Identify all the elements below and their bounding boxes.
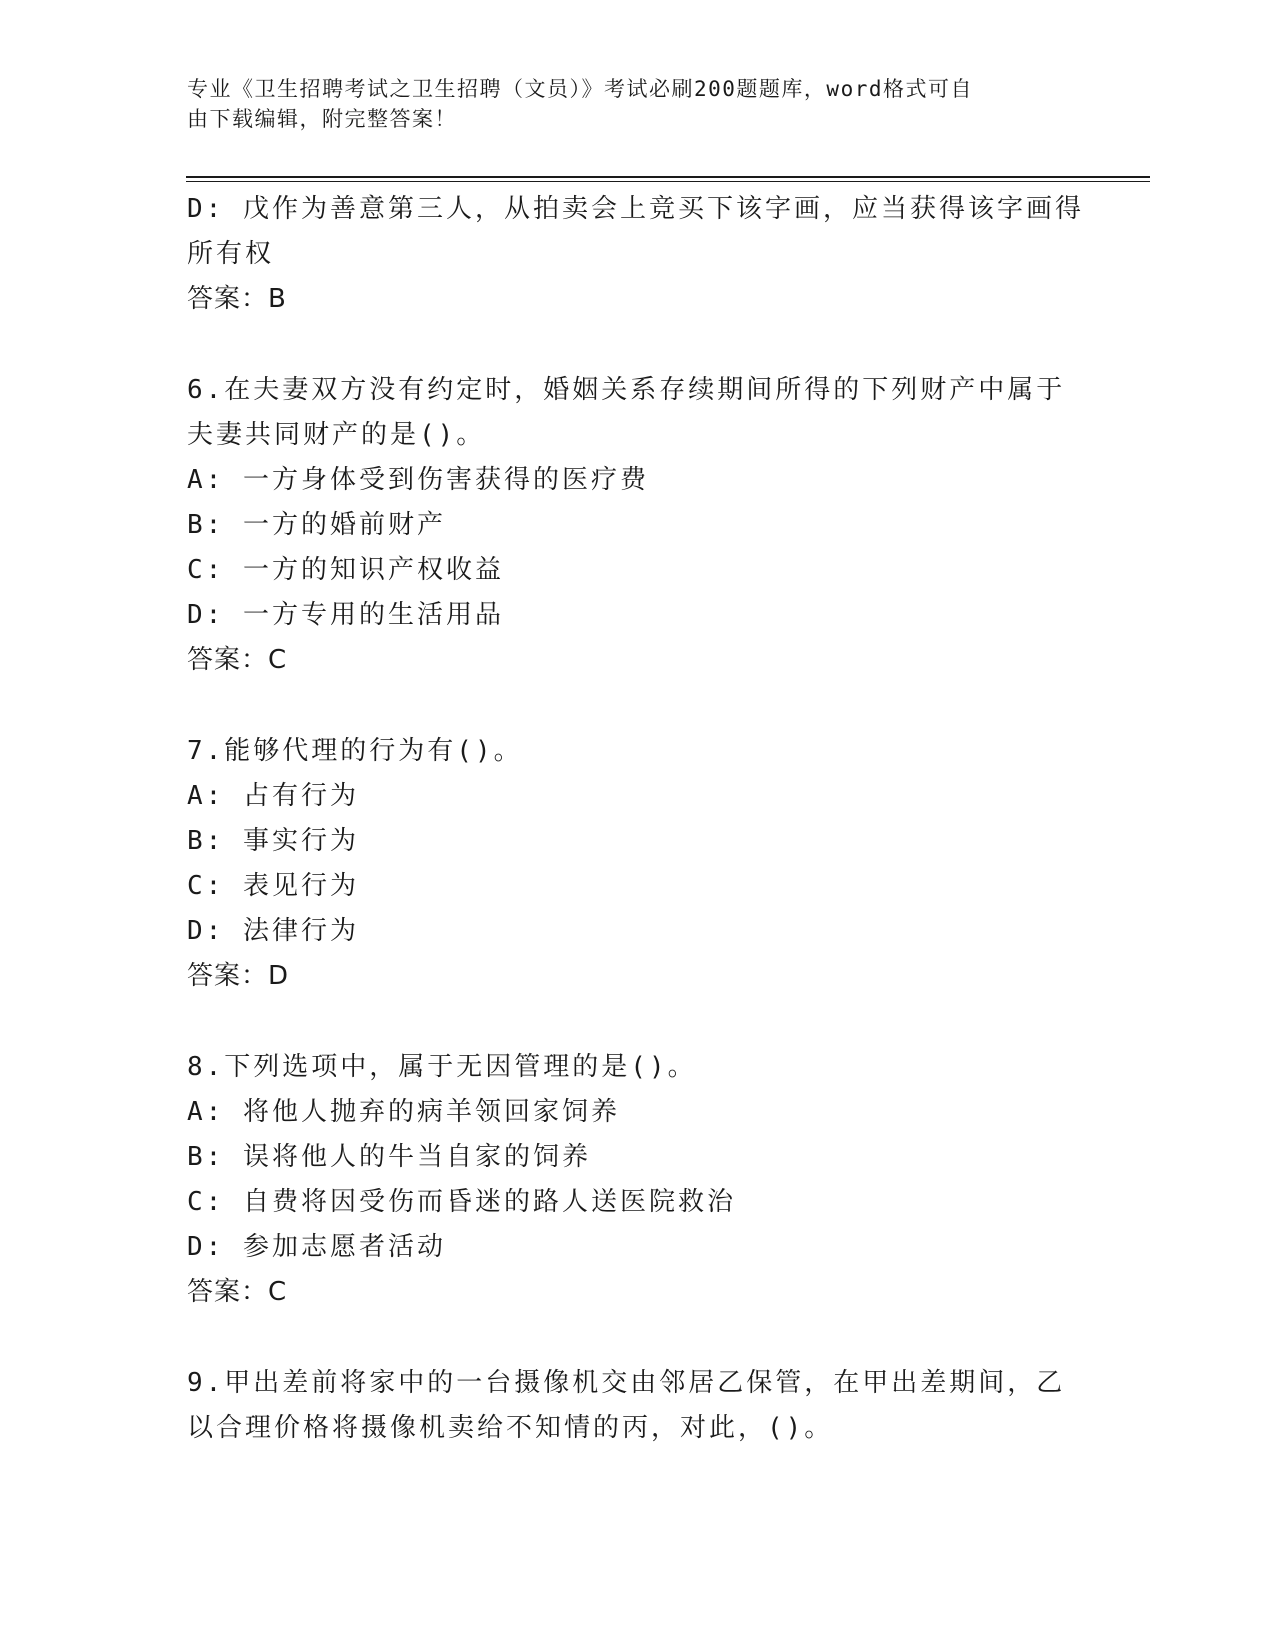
q7-option-b: B: 事实行为 <box>187 826 359 856</box>
q7-answer: 答案：D <box>187 961 290 991</box>
q6-stem-line-1: 6.在夫妻双方没有约定时，婚姻关系存续期间所得的下列财产中属于 <box>187 375 1066 405</box>
q6-option-a: A: 一方身体受到伤害获得的医疗费 <box>187 465 649 495</box>
spacer <box>187 1315 1087 1361</box>
q9-stem-line-1: 9.甲出差前将家中的一台摄像机交由邻居乙保管，在甲出差期间，乙 <box>187 1368 1066 1398</box>
q8-option-d: D: 参加志愿者活动 <box>187 1232 446 1262</box>
q6-option-c: C: 一方的知识产权收益 <box>187 555 504 585</box>
page-header <box>187 74 1067 134</box>
q5-option-d-line-1: D: 戊作为善意第三人，从拍卖会上竞买下该字画，应当获得该字画得 <box>187 194 1084 224</box>
q7-option-d: D: 法律行为 <box>187 916 359 946</box>
question-content <box>187 187 1087 1451</box>
q8-option-b: B: 误将他人的牛当自家的饲养 <box>187 1142 591 1172</box>
q6-stem-line-2: 夫妻共同财产的是()。 <box>187 420 486 450</box>
spacer <box>187 683 1087 729</box>
q6-answer: 答案：C <box>187 645 288 675</box>
q8-option-c: C: 自费将因受伤而昏迷的路人送医院救治 <box>187 1187 736 1217</box>
spacer <box>187 999 1087 1045</box>
q6-option-d: D: 一方专用的生活用品 <box>187 600 504 630</box>
q8-option-a: A: 将他人抛弃的病羊领回家饲养 <box>187 1097 620 1127</box>
question-9-block <box>187 1361 1087 1451</box>
q9-stem-line-2: 以合理价格将摄像机卖给不知情的丙，对此，()。 <box>187 1413 834 1443</box>
header-divider-thin <box>186 181 1150 182</box>
question-7-block <box>187 729 1087 999</box>
question-6-block <box>187 368 1087 683</box>
q5-answer: 答案：B <box>187 284 287 314</box>
q7-option-a: A: 占有行为 <box>187 781 359 811</box>
q8-stem: 8.下列选项中，属于无因管理的是()。 <box>187 1052 697 1082</box>
header-line-2: 由下载编辑，附完整答案！ <box>187 107 457 131</box>
question-5-block <box>187 187 1087 322</box>
header-line-1: 专业《卫生招聘考试之卫生招聘（文员）》考试必刷200题题库，word格式可自 <box>187 77 973 101</box>
q6-option-b: B: 一方的婚前财产 <box>187 510 446 540</box>
spacer <box>187 322 1087 368</box>
header-divider-thick <box>186 176 1150 178</box>
question-8-block <box>187 1045 1087 1315</box>
q5-option-d-line-2: 所有权 <box>187 239 275 269</box>
q7-option-c: C: 表见行为 <box>187 871 359 901</box>
q8-answer: 答案：C <box>187 1277 288 1307</box>
q7-stem: 7.能够代理的行为有()。 <box>187 736 523 766</box>
